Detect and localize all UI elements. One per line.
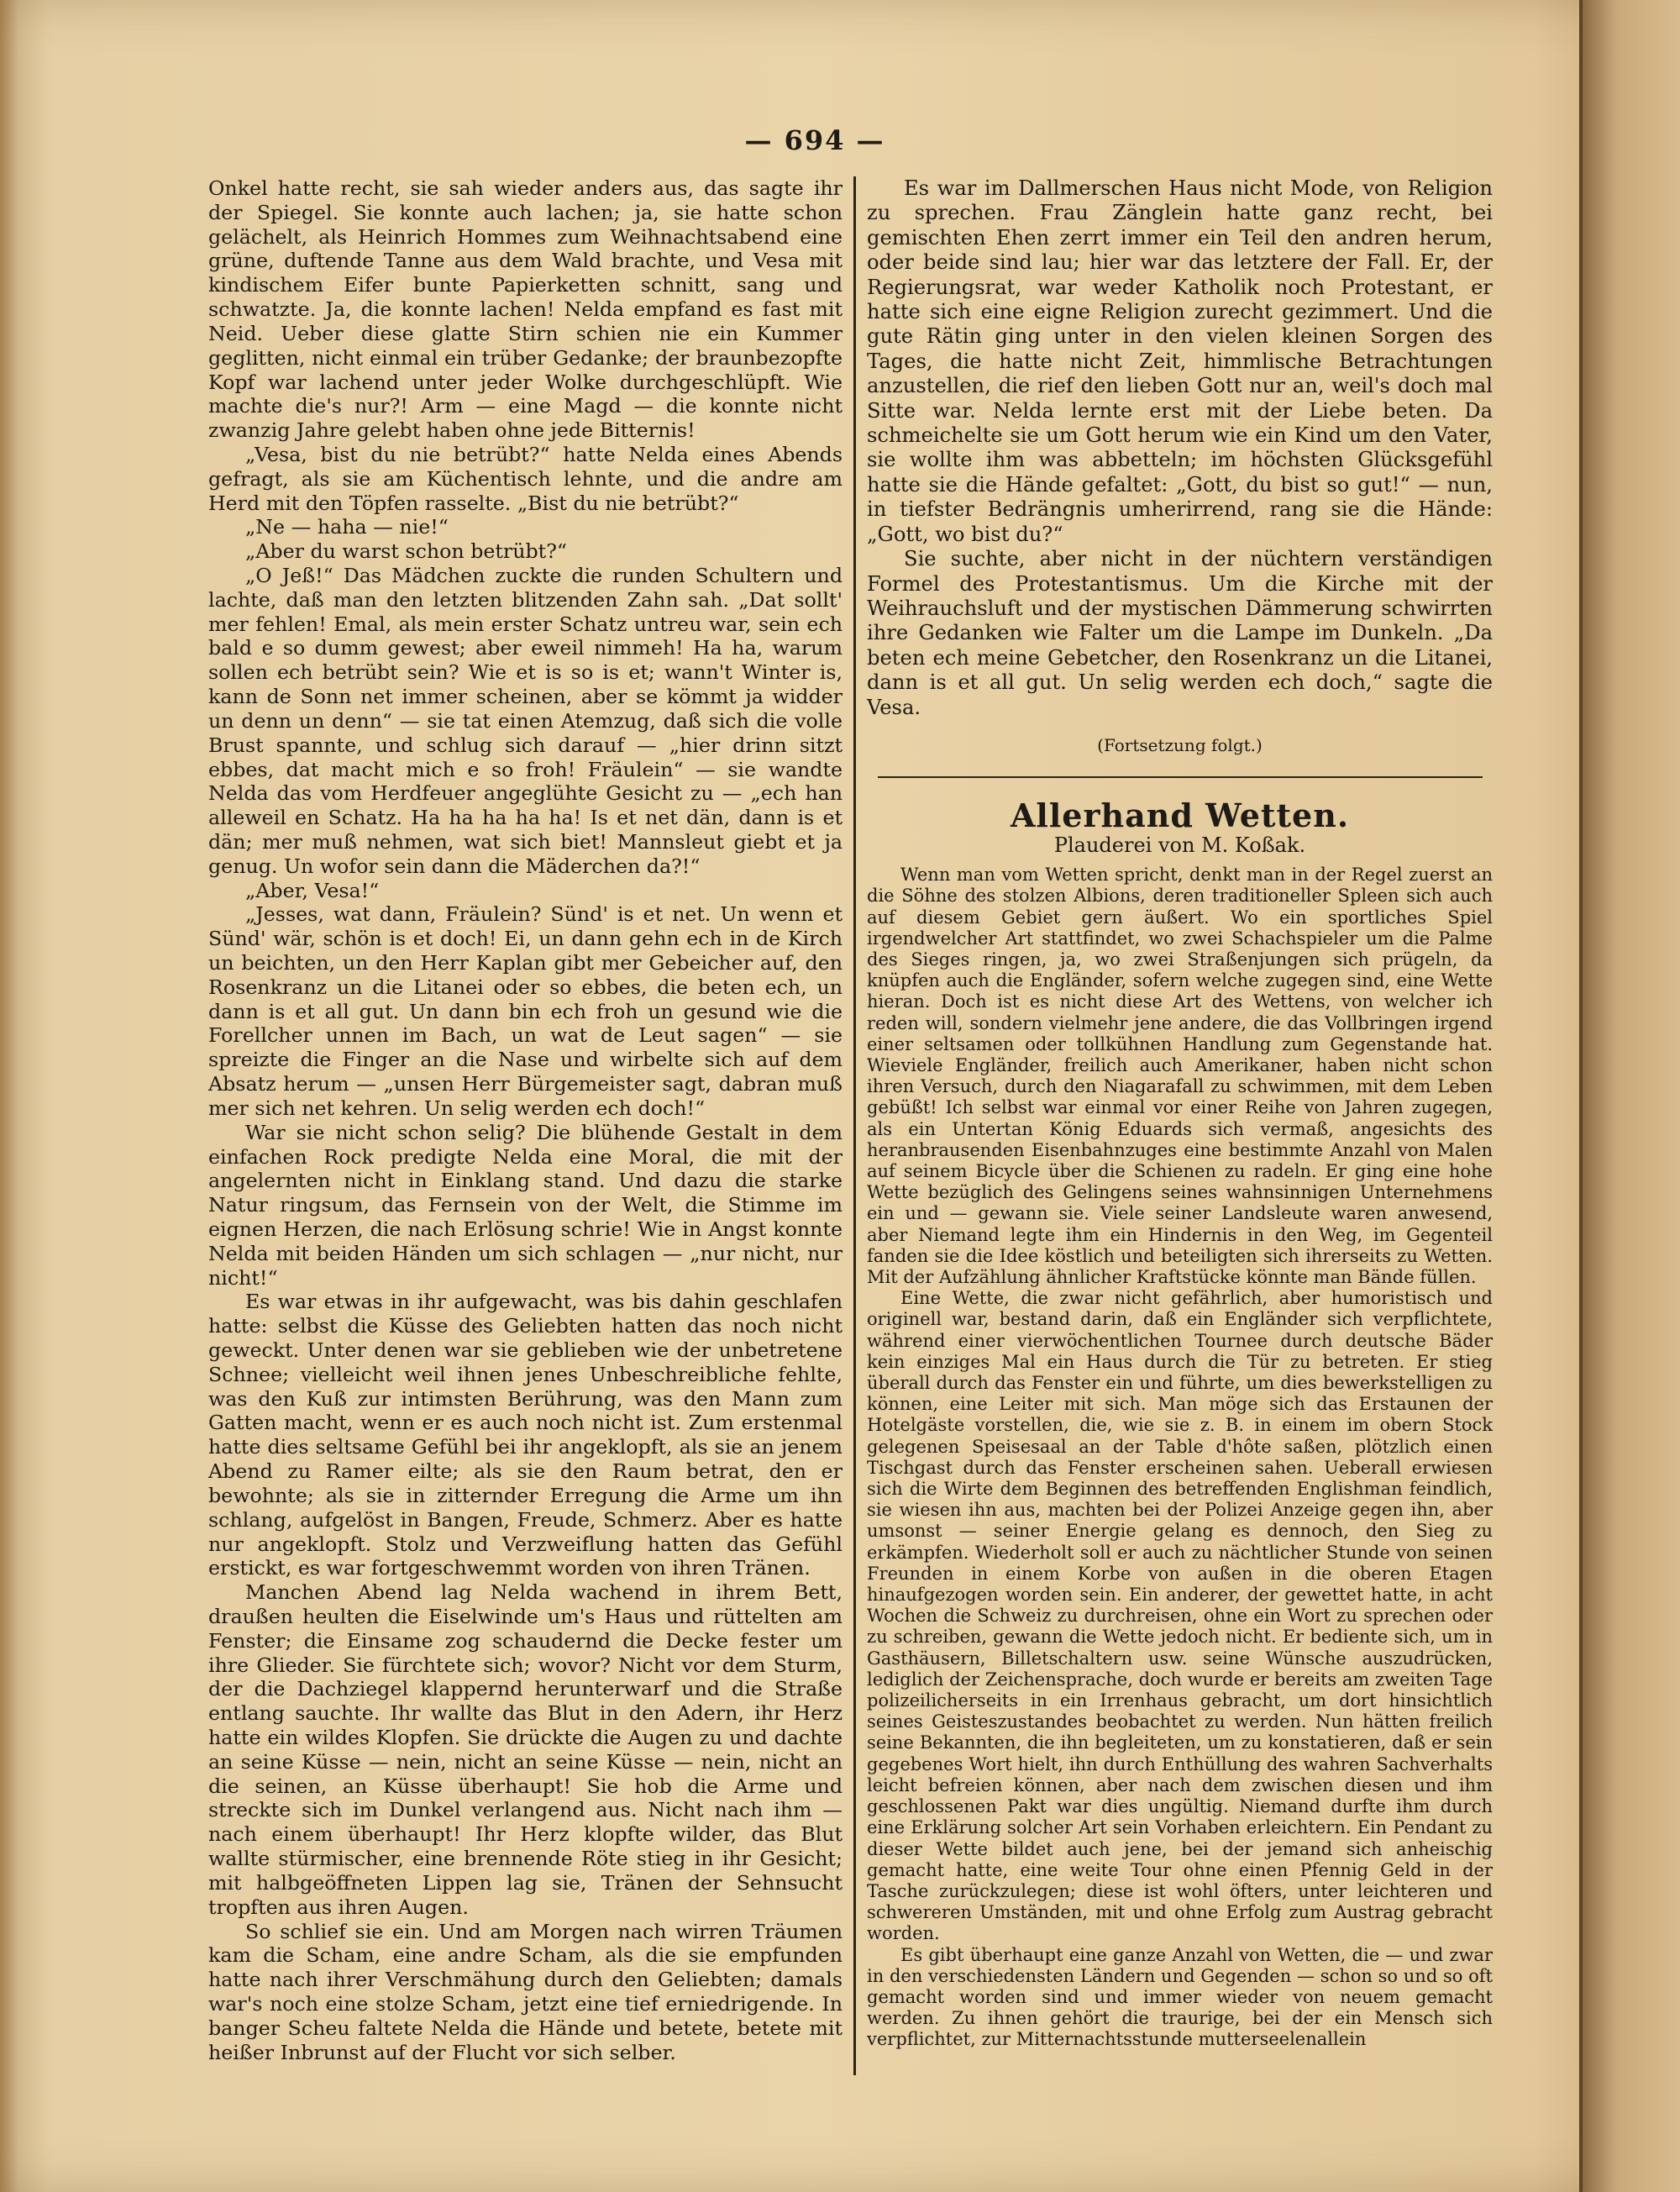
continuation-note: (Fortsetzung folgt.): [1097, 734, 1263, 755]
article-byline: Plauderei von M. Koßak.: [1053, 833, 1306, 857]
story-paragraph: War sie nicht schon selig? Die blühende Gestalt in dem einfachen Rock predigte Nelda eine Moral, die mit der angelernten nicht in Einklang stand. Und dazu die starke Natur ringsum, das Fernsein von der Welt, die Stimme im eignen Herzen, die nach Erlösung schrie! Wie in Angst konnte Nelda mit beiden Händen um sich schlagen — „nur nicht, nur nicht!“: [208, 1120, 843, 1290]
story-paragraph: Manchen Abend lag Nelda wachend in ihrem Bett, draußen heulten die Eiselwinde um's Haus und rüttelten am Fenster; die Einsame zog schaudernd die Decke fester um ihre Glieder. Sie fürchtete sich; wovor? Nicht vor dem Sturm, der die Dachziegel klappernd herunterwarf und die Straße entlang sauchte. Ihr wallte das Blut in den Adern, ihr Herz hatte ein wildes Klopfen. Sie drückte die Augen zu und dachte an seine Küsse — nein, nicht an seine Küsse — nein, nicht an die seinen, an Küsse überhaupt! Sie hob die Arme und streckte sich im Dunkel verlangend aus. Nicht nach ihm — nach einem überhaupt! Ihr Herz klopfte wilder, das Blut wallte stürmischer, eine brennende Röte stieg in ihr Gesicht; mit halbgeöffneten Lippen lag sie, Tränen der Sehnsucht tropften aus ihren Augen.: [208, 1580, 843, 1919]
story-paragraph: Es war im Dallmerschen Haus nicht Mode, von Religion zu sprechen. Frau Zänglein hatte ganz recht, bei gemischten Ehen zerrt immer ein Teil den andren herum, oder beide sind lau; hier war das letztere der Fall. Er, der Regierungsrat, war weder Katholik noch Protestant, er hatte sich eine eigne Religion zurecht gezimmert. Und die gute Rätin ging unter in den vielen kleinen Sorgen des Tages, die hatte nicht Zeit, himmlische Betrachtungen anzustellen, die rief den lieben Gott nur an, weil's doch mal Sitte war. Nelda lernte erst mit der Liebe beten. Da schmeichelte sie um Gott herum wie ein Kind um den Vater, sie wollte ihm was abbetteln; im höchsten Glücksgefühl hatte sie die Hände gefaltet: „Gott, du bist so gut!“ — nun, in tiefster Bedrängnis umherirrend, rang sie die Hände: „Gott, wo bist du?“: [867, 176, 1493, 546]
story-column-right: [867, 176, 1493, 2051]
story-paragraph: „O Jeß!“ Das Mädchen zuckte die runden Schultern und lachte, daß man den letzten blitzenden Zahn sah. „Dat sollt' mer fehlen! Emal, als mein erster Schatz untreu war, sein ech bald e so dumm gewest; aber eweil nimmeh! Ha ha, warum sollen ech betrübt sein? Wie et is so is et; wann't Winter is, kann de Sonn net immer scheinen, aber se kömmt ja widder un denn un denn“ — sie tat einen Atemzug, daß sich die volle Brust spannte, und schlug sich darauf — „hier drinn sitzt ebbes, dat macht mich e so froh! Fräulein“ — sie wandte Nelda das vom Herdfeuer angeglühte Gesicht zu — „ech han alleweil en Schatz. Ha ha ha ha ha! Is et net dän, dann is et dän; mer muß nehmen, wat sich biet! Mannsleut giebt et ja genug. Un wofor sein dann die Mäderchen da?!“: [208, 564, 843, 878]
story-paragraph: Es war etwas in ihr aufgewacht, was bis dahin geschlafen hatte: selbst die Küsse des Geliebten hatten das noch nicht geweckt. Unter denen war sie geblieben wie der unbetretene Schnee; vielleicht weil ihnen jenes Unbeschreibliche fehlte, was den Kuß zur intimsten Berührung, was den Mann zum Gatten macht, wenn er es auch noch nicht ist. Zum erstenmal hatte dies seltsame Gefühl bei ihr angeklopft, als sie an jenem Abend zu Ramer eilte; als sie den Raum betrat, den er bewohnte; als sie in zitternder Erregung die Arme um ihn schlang, aufgelöst in Bangen, Freude, Schmerz. Aber es hatte nur angeklopft. Stolz und Verzweiflung hatten das Gefühl erstickt, es war fortgeschwemmt worden von ihren Tränen.: [208, 1290, 843, 1580]
section-divider: [878, 776, 1483, 778]
article-paragraph: Es gibt überhaupt eine ganze Anzahl von Wetten, die — und zwar in den verschiedensten Ländern und Gegenden — schon so und so oft gemacht worden sind und immer wieder von neuem gemacht werden. Zu ihnen gehört die traurige, bei der ein Mensch sich verpflichtet, zur Mitternachtsstunde mutterseelenallein: [867, 1944, 1493, 2050]
article-body: [867, 865, 1493, 2050]
article-paragraph: Eine Wette, die zwar nicht gefährlich, aber humoristisch und originell war, bestand darin, daß ein Engländer sich verpflichtete, während einer vierwöchentlichen Tournee durch deutsche Bäder kein einziges Mal ein Haus durch die Tür zu betreten. Er stieg überall durch das Fenster ein und führte, um dies bewerkstelligen zu können, eine Leiter mit sich. Man möge sich das Erstaunen der Hotelgäste vorstellen, die, wie sie z. B. in einem im obern Stock gelegenen Speisesaal an der Table d'hôte saßen, plötzlich einen Tischgast durch das Fenster erscheinen sahen. Ueberall erwiesen sich die Wirte dem Beginnen des betreffenden Englishman feindlich, sie wiesen ihn aus, machten bei der Polizei Anzeige gegen ihn, aber umsonst — seiner Energie gelang es dennoch, den Sieg zu erkämpfen. Wiederholt soll er auch zu nächtlicher Stunde von seinen Freunden in einem Korbe von außen in die oberen Etagen hinaufgezogen worden sein. Ein anderer, der gewettet hatte, in acht Wochen die Schweiz zu durchreisen, ohne ein Wort zu sprechen oder zu schreiben, gewann die Wette jedoch nicht. Er bediente sich, um in Gasthäusern, Billetschaltern usw. seine Wünsche auszudrücken, lediglich der Zeichensprache, doch wurde er bereits am zweiten Tage polizeilicherseits in ein Irrenhaus gebracht, um dort hinsichtlich seines Geisteszustandes beobachtet zu werden. Nun hätten freilich seine Bekannten, die ihn begleiteten, um zu konstatieren, daß er sein gegebenes Wort hielt, ihn durch Enthüllung des wahren Sachverhalts leicht befreien können, aber nach dem zwischen diesen und ihm geschlossenen Pakt war dies ungültig. Niemand durfte ihm durch eine Erklärung solcher Art sein Vorhaben erleichtern. Ein Pendant zu dieser Wette bildet auch jene, bei der jemand sich anheischig gemacht hatte, eine weite Tour ohne einen Pfennig Geld in der Tasche zurückzulegen; diese ist wohl öfters, unter leichteren und schwereren Umständen, mit und ohne Erfolg zum Austrag gebracht worden.: [867, 1288, 1493, 1944]
story-paragraph: „Vesa, bist du nie betrübt?“ hatte Nelda eines Abends gefragt, als sie am Küchentisch lehnte, und die andre am Herd mit den Töpfen rasselte. „Bist du nie betrübt?“: [208, 442, 843, 515]
story-paragraph: „Jesses, wat dann, Fräulein? Sünd' is et net. Un wenn et Sünd' wär, schön is et doch! Ei, un dann gehn ech in de Kirch un beichten, un den Herr Kaplan gibt mer Gebeicher auf, den Rosenkranz un die Litanei oder so ebbes, die beten ech, un dann is et all gut. Un dann bin ech froh un gesund wie die Forellcher unnen im Bach, un wat de Leut sagen“ — sie spreizte die Finger an die Nase und wirbelte sich auf dem Absatz herum — „unsen Herr Bürgemeister sagt, dabran muß mer sich net kehren. Un selig werden ech doch!“: [208, 902, 843, 1120]
story-paragraph: „Ne — haha — nie!“: [245, 515, 449, 539]
story-paragraph: „Aber, Vesa!“: [245, 878, 380, 902]
article-paragraph: Wenn man vom Wetten spricht, denkt man in der Regel zuerst an die Söhne des stolzen Albions, deren traditioneller Spleen sich auch auf diesem Gebiet gern äußert. Wo ein sportliches Spiel irgendwelcher Art stattfindet, wo zwei Schachspieler um die Palme des Sieges ringen, ja, wo zwei Straßenjungen sich prügeln, da knüpfen auch die Engländer, sofern welche zugegen sind, eine Wette hieran. Doch ist es nicht diese Art des Wettens, von welcher ich reden will, sondern vielmehr jene andere, die das Vollbringen irgend einer seltsamen oder tollkühnen Handlung zum Gegenstande hat. Wieviele Engländer, freilich auch Amerikaner, haben nicht schon ihren Versuch, durch den Niagarafall zu schwimmen, mit dem Leben gebüßt! Ich selbst war einmal vor einer Reihe von Jahren zugegen, als ein Untertan König Eduards sich vermaß, angesichts des heranbrausenden Eisenbahnzuges eine bestimmte Anzahl von Malen auf seinem Bicycle über die Schienen zu radeln. Er ging eine hohe Wette bezüglich des Gelingens seines wahnsinnigen Unternehmens ein und — gewann sie. Viele seiner Landsleute waren anwesend, aber Niemand legte ihm ein Hindernis in den Weg, im Gegenteil fanden sie die Idee köstlich und beteiligten sich ihrerseits zu Wetten. Mit der Aufzählung ähnlicher Kraftstücke könnte man Bände füllen.: [867, 865, 1493, 1288]
page-number: — 694 —: [744, 124, 885, 156]
story-paragraph: So schlief sie ein. Und am Morgen nach wirren Träumen kam die Scham, eine andre Scham, als die sie empfunden hatte nach ihrer Verschmähung durch den Geliebten; damals war's noch eine stolze Scham, jetzt eine tief erniedrigende. In banger Scheu faltete Nelda die Hände und betete, betete mit heißer Inbrunst auf der Flucht vor sich selber.: [208, 1919, 843, 2064]
story-paragraph: Onkel hatte recht, sie sah wieder anders aus, das sagte ihr der Spiegel. Sie konnte auch lachen; ja, sie hatte schon gelächelt, als Heinrich Hommes zum Weihnachtsabend eine grüne, duftende Tanne aus dem Wald brachte, und Vesa mit kindischem Eifer bunte Papierketten schnitt, sang und schwatzte. Ja, die konnte lachen! Nelda empfand es fast mit Neid. Ueber diese glatte Stirn schien nie ein Kummer geglitten, nicht einmal ein trüber Gedanke; der braunbezopfte Kopf war lachend unter jeder Wolke durchgeschlüpft. Wie machte die's nur?! Arm — eine Magd — die konnte nicht zwanzig Jahre gelebt haben ohne jede Bitternis!: [208, 176, 843, 443]
story-paragraph: Sie suchte, aber nicht in der nüchtern verständigen Formel des Protestantismus. Um die Kirche mit der Weihrauchsluft und der mystischen Dämmerung schwirrten ihre Gedanken wie Falter um die Lampe im Dunkeln. „Da beten ech meine Gebetcher, den Rosenkranz un die Litanei, dann is et all gut. Un selig werden ech doch,“ sagte die Vesa.: [867, 547, 1493, 719]
story-column-left: [208, 176, 843, 2064]
article-title: Allerhand Wetten.: [1010, 796, 1350, 835]
adjacent-page-edge: [1579, 0, 1680, 2192]
story-paragraph: „Aber du warst schon betrübt?“: [245, 539, 568, 564]
column-divider: [853, 176, 856, 2075]
